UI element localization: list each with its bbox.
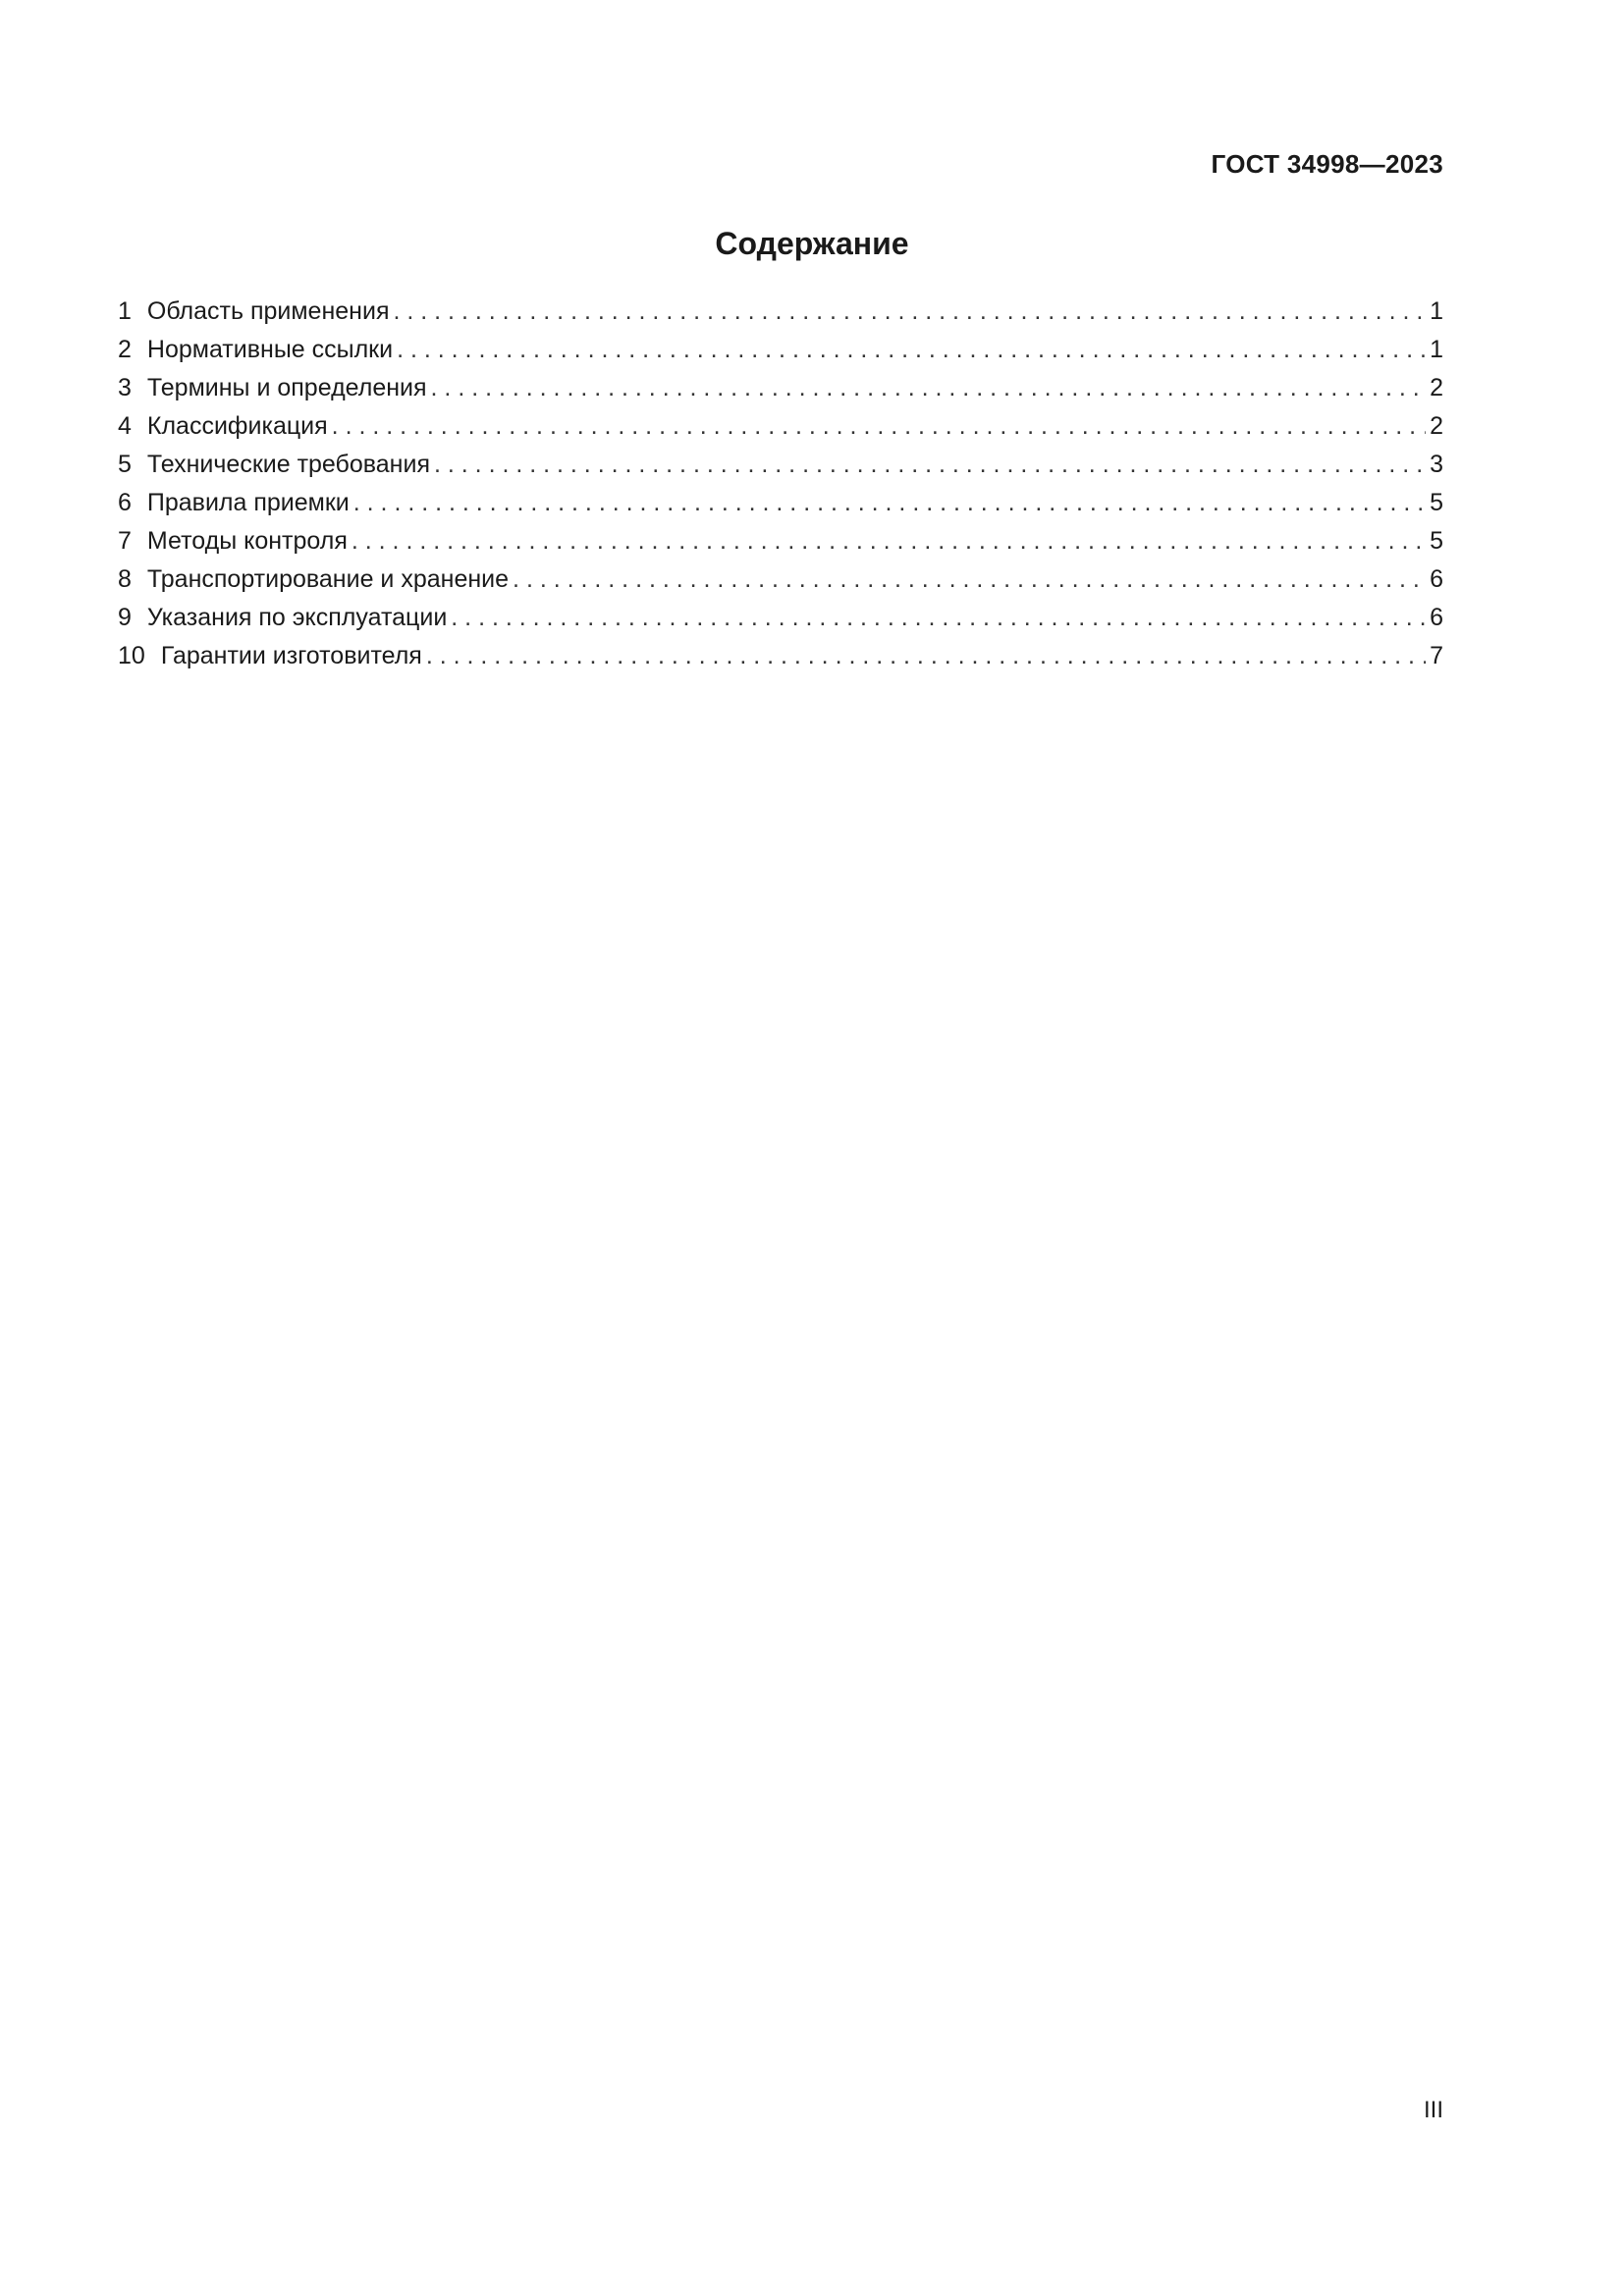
toc-entry-title: Нормативные ссылки [146,336,394,363]
toc-entry-page: 7 [1430,642,1443,669]
page-number: III [1423,2097,1443,2123]
toc-entry-page: 5 [1430,489,1443,516]
toc-leader-dots [332,407,1426,446]
toc-leader-dots [397,331,1426,369]
toc-entry-page: 1 [1430,336,1443,363]
toc-entry [118,369,1443,407]
toc-entry-number: 4 [118,412,132,440]
toc-entry-title: Указания по эксплуатации [146,604,448,631]
toc-entry-title: Термины и определения [146,374,427,401]
toc-entry [118,484,1443,522]
toc-leader-dots [431,369,1427,407]
toc-entry [118,561,1443,599]
toc-entry-number: 9 [118,604,132,631]
toc-entry [118,331,1443,369]
toc-entry-title: Технические требования [146,451,430,478]
toc-entry-title: Транспортирование и хранение [146,565,510,593]
toc-entry-number: 2 [118,336,132,363]
toc-entry-title: Область применения [146,297,390,325]
toc-entry-title: Правила приемки [146,489,350,516]
toc-leader-dots [353,484,1426,522]
toc-entry-number: 10 [118,642,145,669]
toc-entry [118,293,1443,331]
toc-entry-page: 3 [1430,451,1443,478]
toc-entry-number: 3 [118,374,132,401]
toc-entry-number: 8 [118,565,132,593]
toc-leader-dots [451,599,1426,637]
toc-entry-page: 6 [1430,565,1443,593]
toc-entry-title: Методы контроля [146,527,348,555]
toc-entry-page: 1 [1430,297,1443,325]
toc-entry [118,599,1443,637]
toc-entry [118,407,1443,446]
toc-entry [118,522,1443,561]
document-code: ГОСТ 34998—2023 [1211,149,1443,179]
toc-entry-page: 6 [1430,604,1443,631]
table-of-contents [118,293,1443,675]
toc-entry-title: Классификация [146,412,328,440]
toc-leader-dots [513,561,1426,599]
toc-entry-page: 2 [1430,412,1443,440]
toc-entry-number: 6 [118,489,132,516]
toc-entry-number: 7 [118,527,132,555]
toc-entry [118,637,1443,675]
toc-title: Содержание [715,226,909,261]
toc-entry [118,446,1443,484]
toc-entry-number: 5 [118,451,132,478]
toc-entry-page: 5 [1430,527,1443,555]
toc-leader-dots [426,637,1426,675]
toc-entry-title: Гарантии изготовителя [160,642,422,669]
toc-entry-page: 2 [1430,374,1443,401]
toc-leader-dots [434,446,1426,484]
toc-leader-dots [352,522,1426,561]
toc-leader-dots [393,293,1426,331]
toc-entry-number: 1 [118,297,132,325]
